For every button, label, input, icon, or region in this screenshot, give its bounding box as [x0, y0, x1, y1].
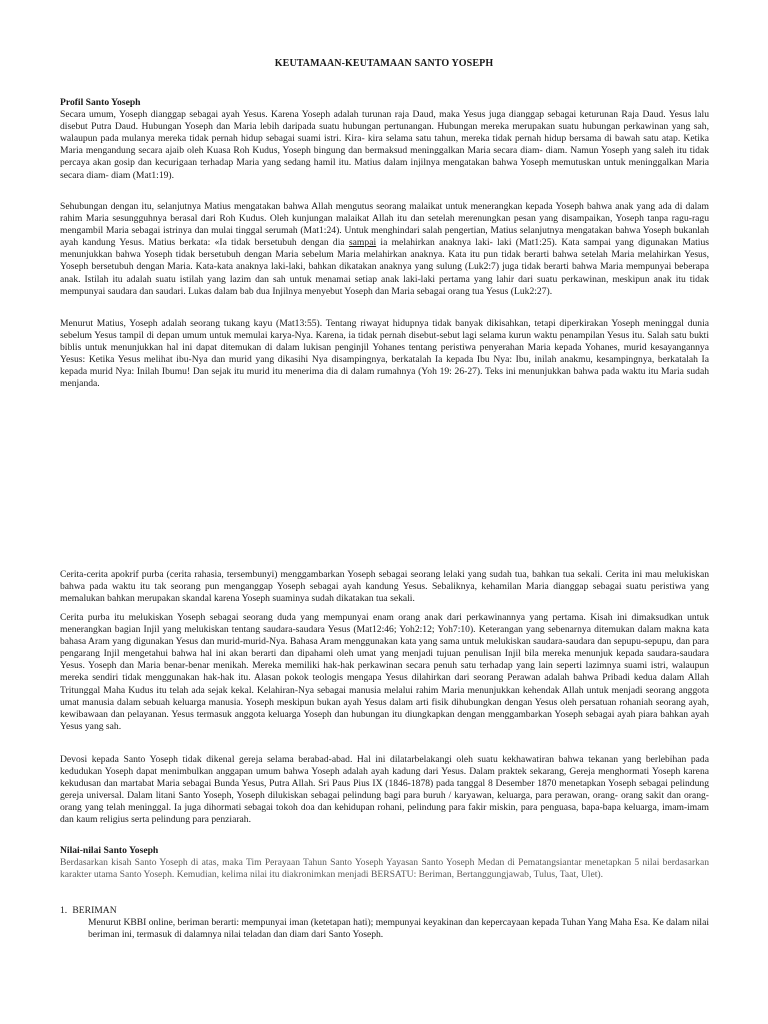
- paragraph-block: [60, 754, 709, 827]
- document-title: KEUTAMAAN-KEUTAMAAN SANTO YOSEPH: [274, 58, 494, 69]
- paragraph-block: [60, 318, 709, 391]
- paragraph: [60, 857, 709, 881]
- section-heading-values: Nilai-nilai Santo Yoseph: [60, 845, 159, 856]
- paragraph-text: ia melahirkan anaknya laki- laki (Mat1:25). Kata sampai yang digunakan Matius menunjukkan bahwa Yoseph tidak bersetubuh dengan Maria sebelum Maria melahirkan anaknya. Kata itu pun tidak berarti bahwa setelah Maria melahirkan Yesus, Yoseph bersetubuh dengan Maria. Kata-kata anaknya laki-laki, bahkan dikatakan anaknya yang sulung (Luk2:7) juga tidak berarti bahwa Maria mempunyai beberapa anak. Istilah itu adalah suatu istilah yang lazim dan sah untuk menamai setiap anak laki-laki pertama yang lahir dari suatu perkawinan, meskipun anak itu tidak mempunyai saudara dan saudari. Lukas dalam bab dua Injilnya menyebut Yoseph dan Maria sebagai orang tua Yesus (Luk2:27).: [60, 237, 709, 297]
- list-number: 1.: [60, 905, 68, 916]
- paragraph-text: Sehubungan dengan itu, selanjutnya Matius mengatakan bahwa Allah mengutus seorang malaikat untuk menerangkan kepada Yoseph bahwa anak yang ada di dalam rahim Maria sesungguhnya berasal dari Roh Kudus. Oleh kunjungan malaikat Allah itu dan setelah merenungkan pesan yang disampaikan, Yoseph tanpa ragu-ragu mengambil Maria sebagai istrinya dan mulai tinggal serumah (Mat1:24). Untuk menghindari salah pengertian, Matius selanjutnya mengatakan bahwa Yoseph bukanlah ayah kandung Yesus. Matius berkata: «Ia tidak bersetubuh dengan dia: [60, 201, 709, 249]
- paragraph: Cerita purba itu melukiskan Yoseph sebagai seorang duda yang mempunyai enam orang anak dari perkawinannya yang pertama. Kisah ini dimaksudkan untuk menerangkan bagian Injil yang melukiskan tentang saudara-saudara Yesus (Mat12:46; Yoh2:12; Yoh7:10). Keterangan yang sebenarnya ditemukan dalam makna kata bahasa Aram yang digunakan Yesus dan murid-murid-Nya. Bahasa Aram menggunakan kata yang sama untuk melukiskan saudara-saudara dan sepupu-sepupu, dan para pengarang Injil mengetahui bahwa hal ini akan berarti dan dipahami oleh umat yang menjadi tujuan penulisan Injil bila mereka menunjuk kepada saudara-saudara Yesus. Yoseph dan Maria benar-benar menikah. Mereka memiliki hak-hak perkawinan secara penuh satu terhadap yang lain seperti lazimnya suami istri, walaupun mereka sendiri tidak menggunakan hak-hak itu. Alasan pokok teologis mengapa Yesus dilahirkan dari seorang Perawan adalah bahwa Pribadi kedua dalam Allah Tritunggal Maha Kudus itu telah ada sejak kekal. Kelahiran-Nya sebagai manusia melalui rahim Maria menunjukkan kehendak Allah untuk menjadi seorang anggota umat manusia dalam sebuah keluarga manusia. Yoseph meskipun bukan ayah Yesus dalam arti fisik dihubungkan dengan Yesus oleh persatuan rohaniah seorang ayah, kewibawaan dan pelayanan. Yesus termasuk anggota keluarga Yoseph dan hubungan itu diungkapkan dengan menggambarkan Yoseph sebagai ayah piara bahkan ayah Yesus yang sah.: [60, 612, 709, 732]
- paragraph: Devosi kepada Santo Yoseph tidak dikenal gereja selama berabad-abad. Hal ini dilatarbelakangi oleh suatu kekhawatiran bahwa tekanan yang berlebihan pada kedudukan Yoseph dapat menimbulkan anggapan umum bahwa Yoseph adalah ayah kadung dari Yesus. Dalam praktek sekarang, Gereja menghormati Yoseph karena kekudusan dan martabat Maria sebagai Bunda Yesus, Putra Allah. Sri Paus Pius IX (1846-1878) pada tanggal 8 Desember 1870 menetapkan Yoseph sebagai pelindung gereja universal. Dalam litani Santo Yoseph, Yoseph dilukiskan sebagai pelindung bagi para buruh / karyawan, keluarga, para perawan, orang- orang sakit dan orang- orang yang telah meninggal. Ia juga dihormati sebagai tokoh doa dan kehidupan rohani, pelindung para fakir miskin, para penguasa, bapa-bapa keluarga, imam-imam dan kaum religius serta pelindung para penziarah.: [60, 754, 709, 826]
- paragraph: Menurut Matius, Yoseph adalah seorang tukang kayu (Mat13:55). Tentang riwayat hidupnya tidak banyak dikisahkan, tetapi diperkirakan Yoseph meninggal dunia sebelum Yesus tampil di depan umum untuk memulai karya-Nya. Karena, ia tidak pernah disebut-sebut lagi selama kurun waktu penampilan Yesus itu. Salah satu bukti biblis untuk menunjukkan hal ini dapat ditemukan di dalam lukisan penginjil Yohanes tentang peristiwa penyerahan Maria kepada Yohanes, murid kesayangannya Yesus: Ketika Yesus melihat ibu-Nya dan murid yang dikasihi Nya disampingnya, berkatalah Ia kepada Ibu Nya: Ibu, inilah anakmu, kesampingnya, berkatalah Ia kepada murid Nya: Inilah Ibumu! Dan sejak itu murid itu menerima dia di dalam rumahnya (Yoh 19: 26-27). Teks ini menunjukkan bahwa pada waktu itu Maria sudah menjanda.: [60, 318, 709, 390]
- paragraph-block: [60, 569, 709, 605]
- list-item-title: BERIMAN: [72, 905, 117, 916]
- paragraph-block: [60, 201, 709, 298]
- paragraph-block: [60, 612, 709, 733]
- paragraph-text: Berdasarkan kisah Santo Yoseph di atas, maka Tim Perayaan Tahun Santo Yoseph Yayasan Santo Yoseph Medan di Pematangsiantar menetapkan 5 nilai berdasarkan karakter utama Santo Yoseph.: [60, 857, 709, 881]
- list-item-text: Menurut KBBI online, beriman berarti: mempunyai iman (ketetapan hati); mempunyai keyakinan dan kepercayaan kepada Tuhan Yang Maha Esa. Ke dalam nilai beriman ini, termasuk di dalamnya nilai teladan dan diam dari Santo Yoseph.: [88, 917, 710, 941]
- values-section: [60, 845, 709, 881]
- paragraph: [60, 201, 709, 298]
- underlined-word: sampai: [348, 237, 377, 249]
- paragraph-text: Kemudian, kelima nilai itu diakronimkan menjadi BERSATU: Beriman, Bertanggungjawab, Tulus, Taat, Ulet).: [174, 869, 603, 881]
- paragraph: Secara umum, Yoseph dianggap sebagai ayah Yesus. Karena Yoseph adalah turunan raja Daud, maka Yesus juga dianggap sebagai keturunan Raja Daud. Yesus lalu disebut Putra Daud. Hubungan Yoseph dan Maria lebih daripada suatu hubungan pertunangan. Hubungan mereka merupakan suatu hubungan perkawinan yang sah, walaupun pada mulanya mereka tidak pernah hidup sebagai suami istri. Kira- kira selama satu tahun, mereka tidak pernah hidup bersama di bawah satu atap. Ketika Maria mengandung secara ajaib oleh Kuasa Roh Kudus, Yoseph bingung dan bermaksud meninggalkan Maria secara diam- diam. Namun Yoseph yang saleh itu tidak percaya akan gosip dan kecurigaan terhadap Maria yang sedang hamil itu. Matius dalam injilnya mengatakan bahwa Yoseph memutuskan untuk meninggalkan Maria secara diam- diam (Mat1:19).: [60, 109, 709, 181]
- profile-section: [60, 97, 709, 182]
- list-item: [60, 905, 709, 941]
- paragraph: Cerita-cerita apokrif purba (cerita rahasia, tersembunyi) menggambarkan Yoseph sebagai seorang lelaki yang sudah tua, bahkan tua sekali. Cerita ini mau melukiskan bahwa pada waktu itu tak seorang pun menganggap Yoseph sebagai ayah kandung Yesus. Sebaliknya, kehamilan Maria dianggap sebagai suatu peristiwa yang memalukan bahkan merupakan skandal karena Yoseph suaminya sudah dikatakan tua sekali.: [60, 569, 709, 605]
- list-item-heading: [60, 905, 709, 917]
- section-heading-profile: Profil Santo Yoseph: [60, 97, 141, 108]
